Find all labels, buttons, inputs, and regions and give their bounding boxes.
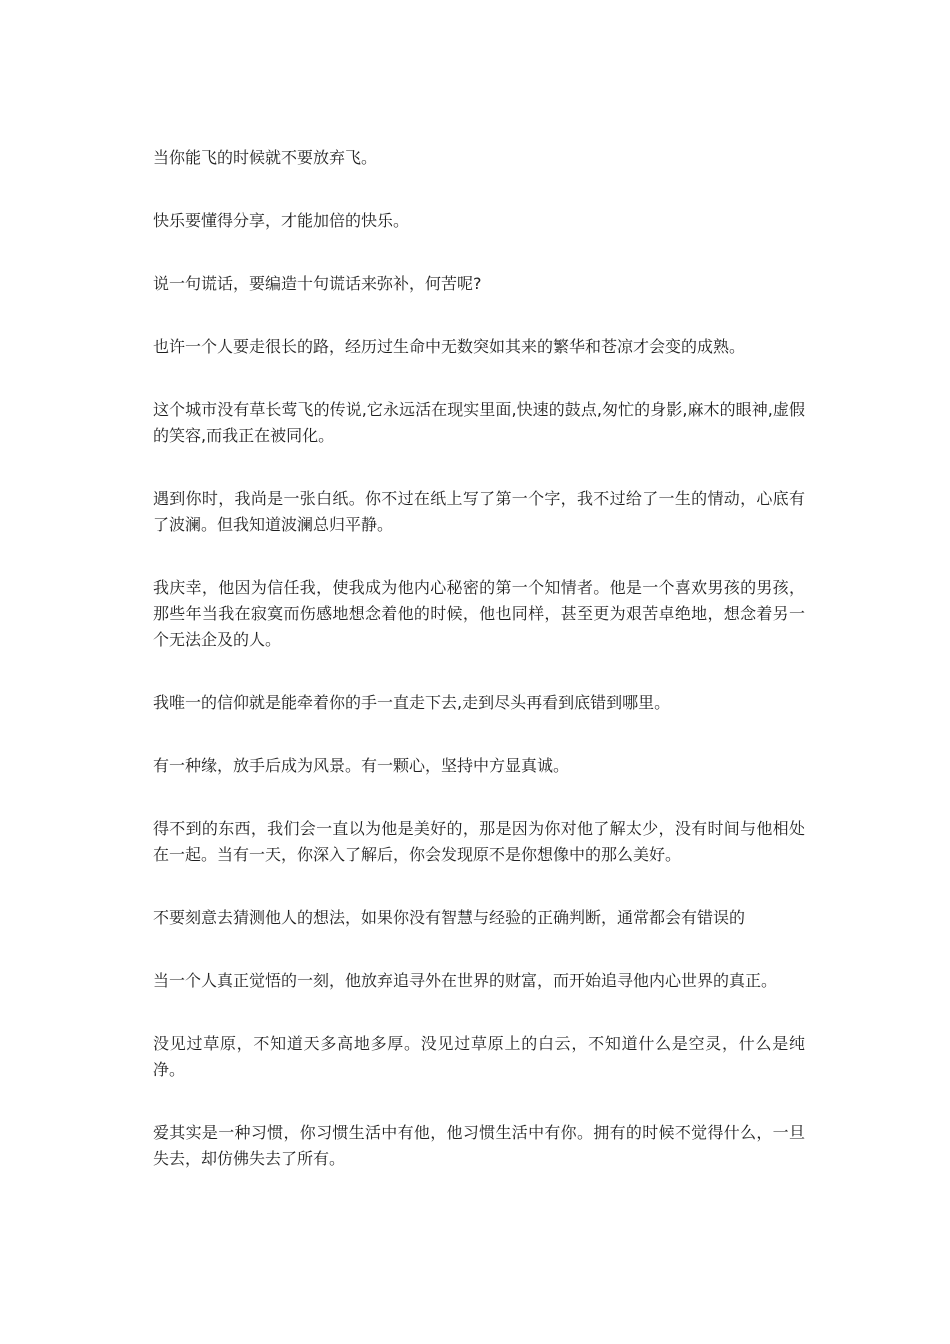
paragraph: 当你能飞的时候就不要放弃飞。 [153, 148, 378, 167]
paragraph: 快乐要懂得分享，才能加倍的快乐。 [153, 211, 410, 230]
paragraph: 有一种缘，放手后成为风景。有一颗心，坚持中方显真诚。 [153, 756, 570, 775]
paragraph: 说一句谎话，要编造十句谎话来弥补，何苦呢? [153, 274, 482, 293]
paragraph: 遇到你时，我尚是一张白纸。你不过在纸上写了第一个字，我不过给了一生的情动，心底有了波澜。但我知道波澜总归平静。 [153, 489, 805, 534]
paragraph: 没见过草原，不知道天多高地多厚。没见过草原上的白云，不知道什么是空灵，什么是纯净。 [153, 1034, 805, 1079]
paragraph: 我唯一的信仰就是能牵着你的手一直走下去,走到尽头再看到底错到哪里。 [153, 693, 671, 712]
paragraph: 我庆幸，他因为信任我，使我成为他内心秘密的第一个知情者。他是一个喜欢男孩的男孩，那些年当我在寂寞而伤感地想念着他的时候，他也同样，甚至更为艰苦卓绝地，想念着另一个无法企及的人。 [153, 578, 805, 649]
paragraph: 不要刻意去猜测他人的想法，如果你没有智慧与经验的正确判断，通常都会有错误的 [153, 908, 746, 927]
paragraph: 得不到的东西，我们会一直以为他是美好的，那是因为你对他了解太少，没有时间与他相处在一起。当有一天，你深入了解后，你会发现原不是你想像中的那么美好。 [153, 819, 805, 864]
paragraph: 也许一个人要走很长的路，经历过生命中无数突如其来的繁华和苍凉才会变的成熟。 [153, 337, 746, 356]
document-body [153, 145, 805, 1209]
paragraph: 当一个人真正觉悟的一刻，他放弃追寻外在世界的财富，而开始追寻他内心世界的真正。 [153, 971, 778, 990]
paragraph: 爱其实是一种习惯，你习惯生活中有他，他习惯生活中有你。拥有的时候不觉得什么，一旦失去，却仿佛失去了所有。 [153, 1123, 805, 1168]
paragraph: 这个城市没有草长莺飞的传说,它永远活在现实里面,快速的鼓点,匆忙的身影,麻木的眼神,虚假的笑容,而我正在被同化。 [153, 400, 805, 445]
